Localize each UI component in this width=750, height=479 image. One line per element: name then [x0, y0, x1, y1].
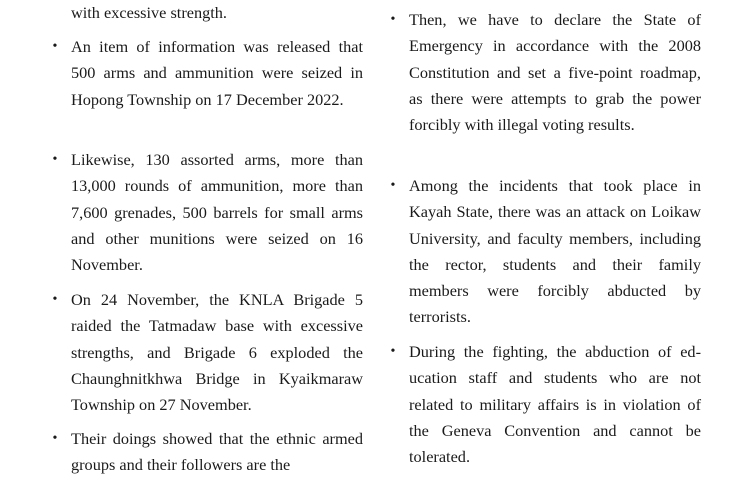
list-item-text: An item of information was released that 500 arms and ammunition were seized in Hopong Township on 17 December 2022. [71, 37, 363, 109]
paragraph-fragment: with excessive strength. [71, 3, 227, 22]
bullet-icon: • [52, 431, 58, 446]
list-item-text: During the fighting, the abduction of education staff and students who are not related to military affairs is in violation of the Geneva Convention and cannot be tolerated. [409, 342, 701, 467]
list-item-text: On 24 November, the KNLA Brigade 5 raided the Tatmadaw base with excessive strengths, and Brigade 6 exploded the Chaunghnitkhwa Bridge in Kyaikmaraw Township on 27 November. [71, 290, 363, 415]
list-item-text: Among the incidents that took place in Kayah State, there was an attack on Loikaw University, and faculty members, including the rector, students and their family members were forcibly abducted by terrorists. [409, 176, 701, 327]
bullet-icon: • [390, 344, 396, 359]
bullet-icon: • [390, 178, 396, 193]
bullet-icon: • [390, 12, 396, 27]
bullet-icon: • [52, 292, 58, 307]
list-item-text: Likewise, 130 assorted arms, more than 13,000 rounds of ammunition, more than 7,600 grenades, 500 barrels for small arms and other munitions were seized on 16 November. [71, 150, 363, 275]
bullet-icon: • [52, 39, 58, 54]
list-item-text: Then, we have to declare the State of Emergency in accordance with the 2008 Constitution and set a five-point roadmap, as there were attempts to grab the power forcibly with illegal voting results. [409, 10, 701, 135]
list-item-text: Their doings showed that the ethnic armed groups and their followers are the [71, 429, 363, 475]
bullet-icon: • [52, 152, 58, 167]
